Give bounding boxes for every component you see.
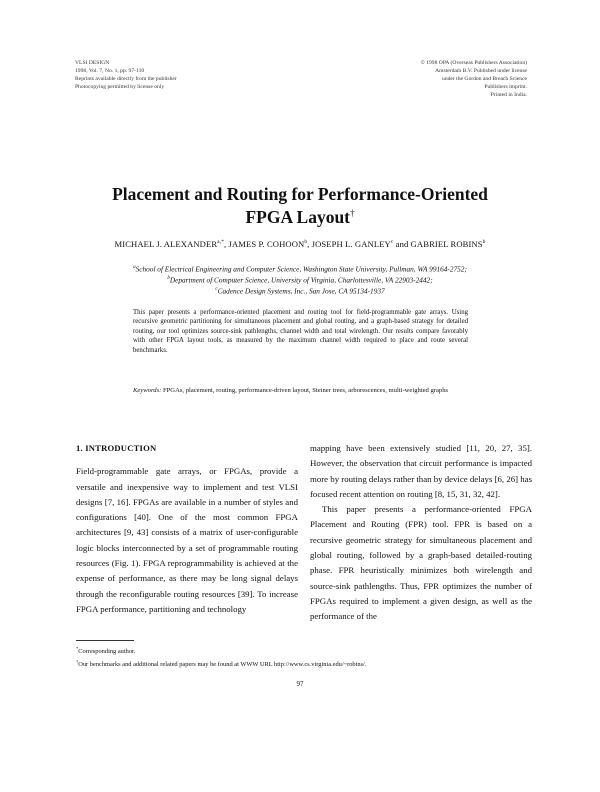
footnote-mark: * — [76, 646, 79, 651]
footnote-mark: † — [76, 658, 79, 664]
affiliation-mark: b — [167, 275, 170, 281]
author-separator: , — [224, 239, 229, 249]
left-column — [76, 441, 298, 617]
header-right-line: Publishers imprint. — [484, 84, 527, 90]
affiliation-mark: c — [215, 286, 218, 292]
footnote — [76, 644, 536, 657]
affiliation-line — [40, 263, 560, 274]
affiliation-mark: a — [133, 265, 136, 270]
title-footnote-marker: † — [350, 208, 355, 219]
author-affiliation-mark: b — [304, 239, 308, 246]
affiliation-line — [40, 274, 560, 285]
affiliation-text: School of Electrical Engineering and Computer Science, Washington State University, Pullman, WA 99164-2752; — [135, 264, 467, 274]
footnotes — [76, 644, 536, 669]
keywords-text: FPGAs, placement, routing, performance-driven layout, Steiner trees, arborescences, multi-weighted graphs — [161, 387, 449, 394]
right-column — [310, 441, 532, 625]
header-right-line: © 1998 OPA (Overseas Publishers Association) — [420, 60, 527, 66]
body-paragraph: Field-programmable gate arrays, or FPGAs, provide a versatile and inexpensive way to implement and test VLSI designs [7, 16]. FPGAs are available in a number of styles and configurations [40]. One of the most common FPGA architectures [9, 43] consists of a matrix of user-configurable logic blocks interconnected by a set of programmable routing resources (Fig. 1). FPGA reprogrammability is achieved at the expense of performance, as there may be long signal delays through the reconfigurable routing resources [39]. To increase FPGA performance, partitioning and technology — [76, 466, 298, 614]
section-heading — [76, 441, 298, 456]
header-left-line: Photocopying permitted by license only — [75, 84, 165, 90]
abstract: This paper presents a performance-oriented placement and routing tool for field-programmable gate arrays. Using recursive geometric partitioning for simultaneous placement and global routing, and a graph-based strategy for detailed routing, our tool optimizes source-sink pathlengths, channel width and total wirelength. Our results compare favorably with other FPGA layout tools, as measured by the maximum channel width required to place and route several benchmarks. — [133, 309, 468, 354]
author-name: JOSEPH L. GANLEY — [311, 239, 391, 249]
footnote-text: Corresponding author. — [78, 648, 136, 656]
header-left-line: 1998, Vol. 7, No. 1, pp. 97-110 — [75, 68, 145, 74]
author-list — [40, 239, 560, 249]
affiliation-text: Cadence Design Systems, Inc., San Jose, CA 95134-1937 — [217, 286, 385, 296]
affiliation-line — [40, 285, 560, 296]
author-affiliation-mark: b — [482, 239, 486, 246]
author-affiliation-mark: c — [390, 239, 394, 246]
author-name: GABRIEL ROBINS — [410, 239, 483, 249]
author-name: JAMES P. COHOON — [228, 239, 305, 249]
paper-title — [60, 183, 540, 229]
header-left-line: VLSI DESIGN — [75, 60, 110, 66]
footnote-text: Our benchmarks and additional related papers may be found at WWW URL http://www.cs.virginia.edu/~robins/. — [78, 660, 367, 668]
header-right-line: Amsterdam B.V. Published under license — [435, 68, 527, 74]
header-right-line: under the Gordon and Breach Science — [442, 76, 527, 82]
journal-header-left — [75, 59, 177, 91]
body-paragraph: This paper presents a performance-oriented FPGA Placement and Routing (FPR) tool. FPR is based on a recursive geometric strategy for simultaneous placement and global routing, followed by a graph-based detailed-routing phase. FPR heuristically minimizes both wirelength and source-sink pathlengths. Thus, FPR optimizes the number of FPGAs required to implement a given design, as well as the performance of the — [310, 504, 532, 622]
journal-header-right — [421, 59, 527, 99]
title-line-2-text: FPGA Layout — [245, 207, 351, 227]
section-number: 1. — [76, 443, 83, 453]
section-title: INTRODUCTION — [85, 443, 157, 453]
page-number: 97 — [296, 680, 304, 688]
affiliation-text: Department of Computer Science, University of Virginia, Charlottesville, VA 22903-2442; — [169, 275, 433, 285]
keywords-label: Keywords: — [133, 387, 162, 394]
footnote-divider — [76, 640, 134, 641]
header-left-line: Reprints available directly from the publisher — [75, 76, 177, 82]
title-line-2 — [60, 206, 540, 229]
author-name: MICHAEL J. ALEXANDER — [114, 239, 218, 249]
author-affiliation-mark: a,* — [217, 239, 225, 246]
footnote — [76, 657, 536, 670]
header-right-line: Printed in India. — [490, 92, 527, 98]
author-separator: , — [307, 239, 312, 249]
keywords — [133, 386, 468, 395]
title-line-1: Placement and Routing for Performance-Oriented — [112, 184, 488, 204]
body-paragraph: mapping have been extensively studied [11, 20, 27, 35]. However, the observation that circuit performance is impacted more by routing delays rather than by device delays [6, 26] has focused recent attention on routing [8, 15, 31, 32, 42]. — [310, 443, 532, 499]
affiliations — [40, 263, 560, 296]
author-separator: and — [393, 239, 411, 249]
